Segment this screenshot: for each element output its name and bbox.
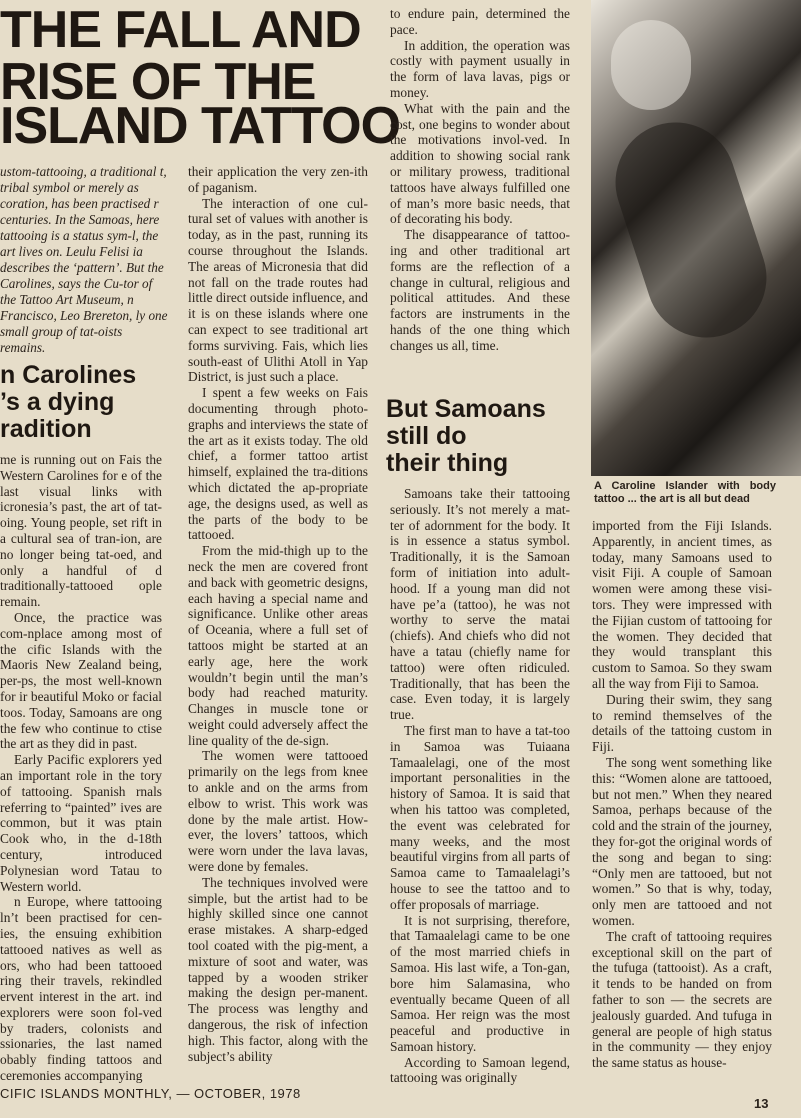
column-1 [0,452,162,1084]
intro-text [0,164,168,356]
section-heading-samoans [386,396,576,477]
paragraph: Once, the practice was com-nplace among most of the cific Islands with the Maoris New Zealand being, per-ps, the most well-known for ir beautiful Moko or facial toos. Today, Samoans are ong the few who continue to ctise the art as they did in past. [0,609,162,752]
paragraph: From the mid-thigh up to the neck the men are covered front and back with geometric designs, each having a special name and significance. Unlike other areas of Oceania, where a full set of tattoos might be started at an early age, here the work wouldn’t begin until the man’s body had reached maturity. Changes in muscle tone or weight could adversely affect the line quality of the de-sign. [188,543,368,748]
paragraph: me is running out on Fais the Western Carolines for e of the last visual links with icronesia’s past, the art of tat-oing. Young people, set rift in a cultural sea of tran-ion, are no longer being tat-oed, and only a handful of d traditionally-tattooed ople remain. [0,452,162,610]
paragraph: The craft of tattooing requires exceptional skill on the part of the tufuga (tattooist). As a craft, it tends to be handed on from father to son — the secrets are jealously guarded. And tufuga in general are people of high status in the community — they enjoy the same status as house- [592,928,772,1071]
paragraph: The disappearance of tattoo-ing and other traditional art forms are the reflection of a change in cultural, religious and political attitudes. And these factors are instruments in the hands of the one thing which changes us all, time. [390,227,570,353]
heading-line: still do [386,422,467,450]
paragraph: n Europe, where tattooing ln’t been practised for cen-ies, the ensuing exhibition tattooed natives as well as ors, who had been tattooed ring their travels, rekindled ervent interest in the art. ind explorers were soon fol-ved by traders, colonists and ssionaries, the last named obably finding tattoos and ceremonies accompanying [0,894,162,1084]
article-title-line-3: ISLAND TATTOO [0,97,401,155]
column-4 [592,518,772,1092]
paragraph: The first man to have a tat-too in Samoa was Tuiaana Tamaalelagi, one of the most important personalities in the history of Samoa. It is said that when his tattoo was completed, the event was celebrated for many weeks, and the most beautiful virgins from all parts of Samoa came to Tamaalelagi’s house to see the tattoo and to offer proposals of marriage. [390,722,570,912]
page-number: 13 [754,1096,769,1111]
paragraph: What with the pain and the cost, one begins to wonder about the motivations invol-ved. In addition to showing social rank or military prowess, traditional tattoos have always fulfilled one of man’s more basic needs, that of decorating his body. [390,100,570,227]
paragraph: It is not surprising, therefore, that Tamaalelagi came to be one of the most married chiefs in Samoa. His last wife, a Ton-gan, bore him Salamasina, who eventually became Queen of all Samoa. Her reign was the most peaceful and productive in Samoan history. [390,912,570,1054]
paragraph: imported from the Fiji Islands. Apparently, in ancient times, as today, many Samoans used to visit Fiji. A couple of Samoan women were among these visi-tors. They were impressed with the Fijian custom of tattooing for the women. They decided that they would transplant this custom to Samoa. So they swam all the way from Fiji to Samoa. [592,518,772,691]
paragraph: Early Pacific explorers yed an important role in the tory of tattooing. Spanish rnals referring to “painted” ives are common, but it was ptain Cook who, in the d-18th century, introduced Polynesian word Tatau to Western world. [0,752,162,894]
intro-paragraph: ustom-tattooing, a traditional t, tribal symbol or merely as coration, has been practised r centuries. In the Samoas, here tattooing is a status sym-l, the art lives on. Leulu Felisi ia describes the ‘pattern’. But the Carolines, says the Cu-tor of the Tattoo Art Museum, n Francisco, Leo Brereton, ly one small group of tat-oists remains. [0,164,168,355]
photo-caption: A Caroline Islander with body tattoo ... the art is all but dead [594,480,776,505]
column-3-top [390,6,570,354]
paragraph: their application the very zen-ith of paganism. [188,164,368,195]
heading-line: their thing [386,449,509,477]
heading-line: n Carolines [0,361,137,389]
column-2 [188,164,368,1076]
heading-line: radition [0,415,92,443]
paragraph: I spent a few weeks on Fais documenting through photo-graphs and interviews the state of the art as it exists today. The old chief, a former tattoo artist himself, explained the tra-ditions which dictated the ap-propriate age, the designs used, as well as the parts of the body to be tattooed. [188,385,368,543]
paragraph: In addition, the operation was costly with payment usually in the form of lava lavas, pigs or money. [390,37,570,100]
article-title-line-1: THE FALL AND [0,1,361,59]
paragraph: The techniques involved were simple, but the artist had to be highly skilled since one cannot erase mistakes. A sharp-edged tool coated with the pig-ment, a mixture of soot and water, was tapped by a wooden striker making the design per-manent. The process was lengthy and dangerous, the risk of infection high. This factor, along with the subject’s ability [188,874,368,1064]
paragraph: Samoans take their tattooing seriously. It’s not merely a mat-ter of adornment for the body. It is in essence a status symbol. Traditionally, it is the Samoan form of initiation into adult-hood. If a young man did not have pe’a (tattoo), he was not worthy to serve the matai (chiefs). And chiefs who did not have a tatau (chiefly name for tattoo) were often ridiculed. Traditionally, that has been the case. Even today, it is largely true. [390,486,570,723]
column-3-bottom [390,486,570,1086]
paragraph: The song went something like this: “Women alone are tattooed, but not men.” When they neared Samoa, perhaps because of the cold and the strain of the journey, they for-got the original words of the song and began to sing: “Only men are tattooed, but not women.” So that is why, today, only men are tattooed and not women. [592,754,772,928]
photo-highlight [611,20,691,110]
paragraph: According to Samoan legend, tattooing was originally [390,1054,570,1086]
photo-caroline-islander [591,0,801,476]
publication-footer: CIFIC ISLANDS MONTHLY, — OCTOBER, 1978 [0,1086,301,1101]
heading-line: But Samoans [386,395,546,423]
heading-line: ’s a dying [0,388,115,416]
paragraph: to endure pain, determined the pace. [390,6,570,37]
article-title-line-2: RISE OF THE [0,53,316,111]
paragraph: The women were tattooed primarily on the legs from knee to ankle and on the arms from elbow to wrist. This work was done by the male artist. How-ever, the lovers’ tattoos, which were worn under the lava lavas, were done by females. [188,748,368,875]
photo-shadow [600,107,782,353]
paragraph: The interaction of one cul-tural set of values with another is today, as in the past, running its course throughout the Islands. The areas of Micronesia that did not fall on the trade routes had little direct outside influence, and it is on these islands where one can expect to see traditional art forms surviving. Fais, which lies south-east of Ulithi Atoll in Yap District, is just such a place. [188,195,368,385]
paragraph: During their swim, they sang to remind themselves of the details of the tattoing custom in Fiji. [592,691,772,755]
section-heading-carolines [0,362,170,443]
